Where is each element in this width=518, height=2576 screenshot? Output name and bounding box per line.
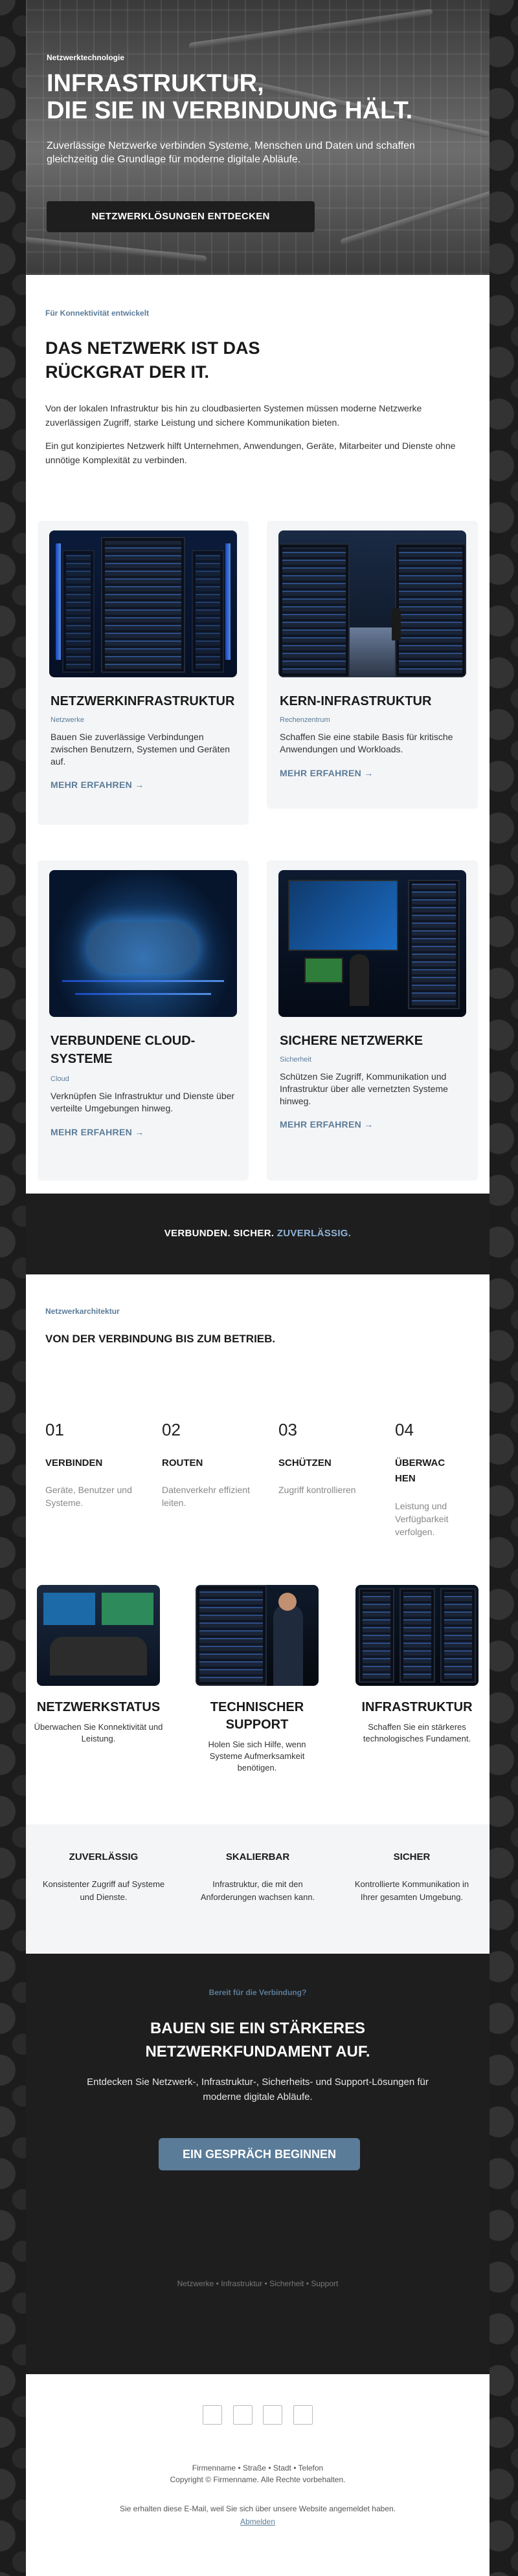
explore-network-solutions-button[interactable]: NETZWERKLÖSUNGEN ENTDECKEN [47, 201, 315, 232]
step-description: Zugriff kontrollieren [278, 1485, 356, 1495]
step-description: Leistung und Verfügbarkeit verfolgen. [395, 1501, 449, 1537]
card-title: KERN-INFRASTRUKTUR [280, 694, 432, 708]
feature-title: NETZWERKSTATUS [36, 1700, 161, 1714]
cable-decoration [188, 9, 433, 50]
tagline-banner [26, 1194, 490, 1274]
footer [26, 2374, 490, 2576]
benefits-section [26, 1824, 490, 1954]
service-card [38, 521, 249, 825]
learn-more-link[interactable]: MEHR ERFAHREN → [51, 1127, 144, 1137]
social-icon-3[interactable] [263, 2405, 282, 2425]
card-tag: Rechenzentrum [280, 716, 330, 724]
learn-more-link[interactable]: MEHR ERFAHREN → [280, 1119, 374, 1130]
datacenter-aisle-image [278, 530, 466, 677]
benefit-description: Infrastruktur, die mit den Anforderungen wachsen kann. [200, 1879, 315, 1902]
card-description: Bauen Sie zuverlässige Verbindungen zwischen Benutzern, Systemen und Geräten auf. [51, 732, 231, 767]
step-title: VERBINDEN [45, 1457, 103, 1468]
email-container [26, 0, 490, 2576]
banner-text [26, 1228, 490, 1239]
benefit-description: Konsistenter Zugriff auf Systeme und Dienste. [42, 1879, 165, 1902]
step-item [45, 1420, 136, 1508]
benefit-item [193, 1851, 322, 1904]
cta-services-line: Netzwerke • Infrastruktur • Sicherheit • Support [177, 2279, 339, 2288]
card-title: VERBUNDENE CLOUD-SYSTEME [51, 1034, 196, 1066]
step-description: Geräte, Benutzer und Systeme. [45, 1485, 132, 1508]
intro-paragraph-2: Ein gut konzipiertes Netzwerk hilft Unternehmen, Anwendungen, Geräte, Mitarbeiter und Dienste ohne unnötige Komplexität zu verbinden. [45, 441, 456, 465]
step-title: SCHÜTZEN [278, 1457, 332, 1468]
unsubscribe-link[interactable]: Abmelden [240, 2517, 276, 2526]
feature-title: INFRASTRUKTUR [361, 1700, 473, 1714]
features-section [26, 1585, 490, 1824]
intro-heading: DAS NETZWERK IST DAS RÜCKGRAT DER IT. [45, 338, 260, 382]
card-description: Verknüpfen Sie Infrastruktur und Dienste über verteilte Umgebungen hinweg. [51, 1091, 235, 1113]
step-description: Datenverkehr effizient leiten. [162, 1485, 250, 1508]
hero-eyebrow: Netzwerktechnologie [47, 53, 125, 62]
hero-lead: Zuverlässige Netzwerke verbinden Systeme, Menschen und Daten und schaffen gleichzeitig die Grundlage für moderne digitale Abläufe. [47, 140, 415, 165]
card-description: Schaffen Sie eine stabile Basis für kritische Anwendungen und Workloads. [280, 732, 453, 754]
feature-column [34, 1585, 163, 1745]
feature-column [352, 1585, 482, 1745]
banner-text-accent: ZUVERLÄSSIG. [276, 1228, 352, 1239]
card-title: NETZWERKINFRASTRUKTUR [51, 694, 235, 708]
step-number: 04 [395, 1420, 414, 1439]
cta-heading [26, 2017, 490, 2064]
start-conversation-button[interactable]: EIN GESPRÄCH BEGINNEN [159, 2138, 360, 2170]
feature-description: Holen Sie sich Hilfe, wenn Systeme Aufmerksamkeit benötigen. [208, 1740, 306, 1773]
feature-column [192, 1585, 322, 1774]
card-tag: Netzwerke [51, 716, 84, 724]
intro-paragraph-1: Von der lokalen Infrastruktur bis hin zu cloudbasierten Systemen müssen moderne Netzwerke zuverlässigen Zugriff, starke Leistung und sichere Kommunikation bieten. [45, 403, 422, 428]
cta-eyebrow: Bereit für die Verbindung? [208, 1988, 307, 1997]
footer-address: Firmenname • Straße • Stadt • Telefon [192, 2463, 324, 2472]
cta-section [26, 1954, 490, 2374]
footer-copyright: Copyright © Firmenname. Alle Rechte vorbehalten. [170, 2475, 346, 2484]
intro-eyebrow: Für Konnektivität entwickelt [45, 309, 150, 318]
footer-notice: Sie erhalten diese E-Mail, weil Sie sich über unsere Website angemeldet haben. [119, 2504, 396, 2513]
architecture-section [26, 1274, 490, 1585]
service-card [38, 860, 249, 1181]
arch-eyebrow: Netzwerkarchitektur [45, 1307, 120, 1316]
card-description: Schützen Sie Zugriff, Kommunikation und Infrastruktur über alle vernetzten Systeme hinweg. [280, 1071, 448, 1106]
benefit-description: Kontrollierte Kommunikation in Ihrer gesamten Umgebung. [354, 1879, 469, 1902]
card-tag: Cloud [51, 1075, 69, 1083]
cloud-network-image [49, 870, 237, 1017]
step-title: ÜBERWACHEN [395, 1457, 445, 1484]
benefit-item [347, 1851, 477, 1904]
step-number: 01 [45, 1420, 64, 1439]
technician-server-image [196, 1585, 319, 1686]
step-item [278, 1420, 369, 1495]
cta-heading-line-2: NETZWERKFUNDAMENT AUF. [145, 2043, 370, 2060]
feature-title: TECHNISCHER SUPPORT [210, 1700, 304, 1732]
hero-title-line-2: DIE SIE IN VERBINDUNG HÄLT. [47, 97, 413, 124]
cta-text: Entdecken Sie Netzwerk-, Infrastruktur-, Sicherheits- und Support-Lösungen für moderne digitale Abläufe. [87, 2077, 429, 2102]
arch-heading: VON DER VERBINDUNG BIS ZUM BETRIEB. [45, 1333, 276, 1345]
security-operations-image [278, 870, 466, 1017]
feature-description: Überwachen Sie Konnektivität und Leistung. [34, 1722, 163, 1743]
hero-title [47, 70, 461, 124]
network-operations-center-image [37, 1585, 160, 1686]
feature-description: Schaffen Sie ein stärkeres technologisches Fundament. [363, 1722, 471, 1743]
benefit-title: SKALIERBAR [225, 1851, 290, 1862]
social-icon-2[interactable] [233, 2405, 253, 2425]
cable-decoration [340, 188, 490, 246]
social-icon-1[interactable] [203, 2405, 222, 2425]
learn-more-link[interactable]: MEHR ERFAHREN → [51, 780, 144, 790]
step-item [395, 1420, 473, 1537]
step-number: 02 [162, 1420, 181, 1439]
benefit-title: ZUVERLÄSSIG [69, 1851, 139, 1862]
server-rack-image [49, 530, 237, 677]
cta-heading-line-1: BAUEN SIE EIN STÄRKERES [150, 2020, 366, 2037]
step-item [162, 1420, 253, 1508]
card-tag: Sicherheit [280, 1056, 311, 1064]
service-card [267, 521, 478, 809]
benefit-title: SICHER [393, 1851, 431, 1862]
learn-more-link[interactable]: MEHR ERFAHREN → [280, 768, 374, 778]
hero-title-line-1: INFRASTRUKTUR, [47, 70, 264, 97]
step-number: 03 [278, 1420, 297, 1439]
step-title: ROUTEN [162, 1457, 203, 1468]
benefit-item [39, 1851, 168, 1904]
banner-text-main: VERBUNDEN. SICHER. [164, 1228, 275, 1239]
server-racks-image [355, 1585, 479, 1686]
cable-decoration [26, 235, 207, 262]
hero-section [26, 0, 490, 275]
social-icon-4[interactable] [293, 2405, 313, 2425]
intro-section [26, 275, 490, 514]
card-title: SICHERE NETZWERKE [280, 1034, 423, 1048]
service-cards-section [26, 514, 490, 1194]
service-card [267, 860, 478, 1181]
